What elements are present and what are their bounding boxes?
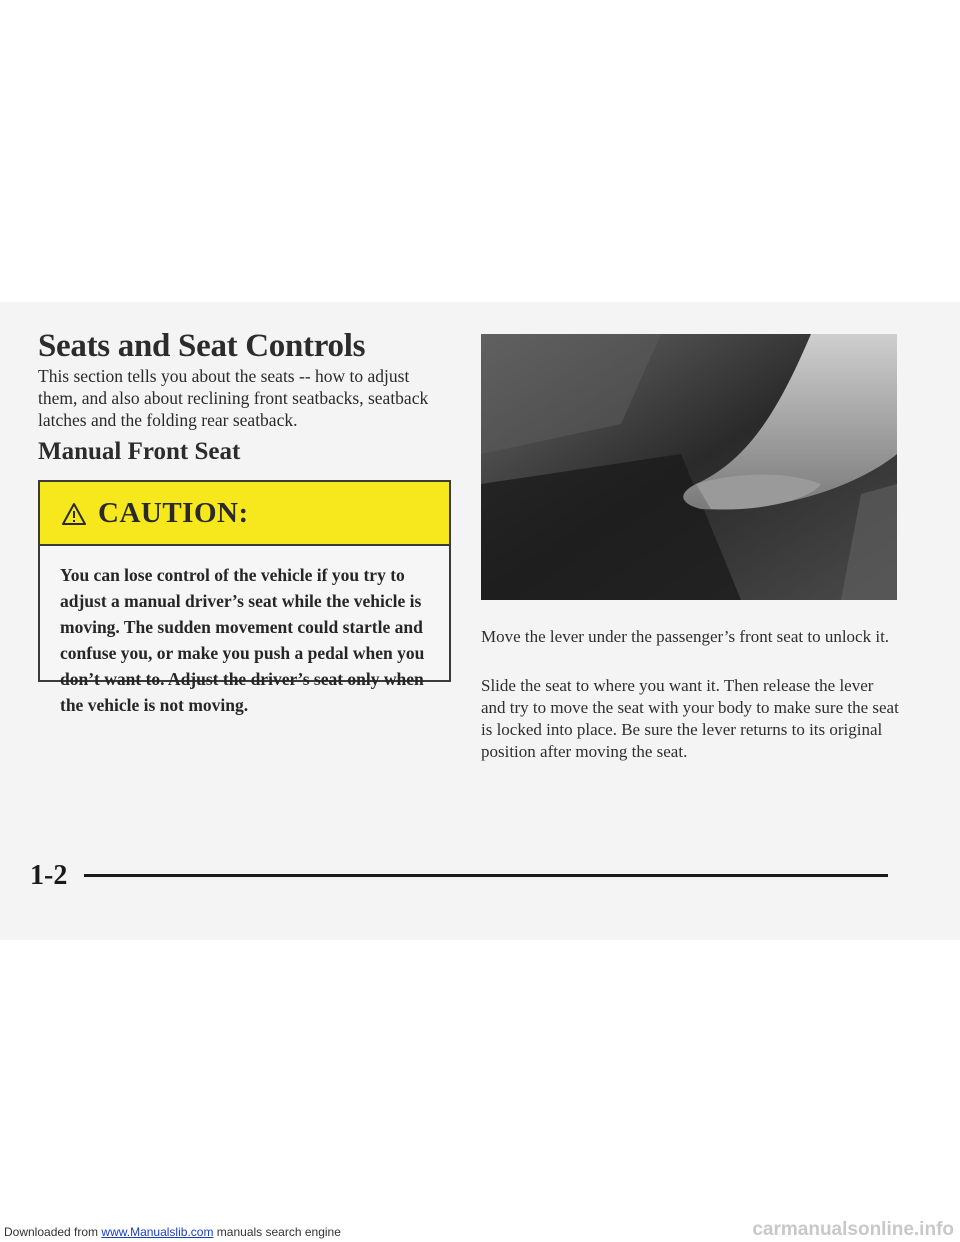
lever-unlock-paragraph: Move the lever under the passenger’s front seat to unlock it. bbox=[481, 627, 890, 646]
caution-header bbox=[40, 482, 449, 546]
seat-lever-photo bbox=[481, 334, 897, 600]
warning-triangle-icon bbox=[62, 502, 86, 526]
caution-box bbox=[38, 480, 451, 715]
footer-rule bbox=[84, 874, 888, 877]
slide-seat-paragraph: Slide the seat to where you want it. Then release the lever and try to move the seat with your body to make sure the seat is locked into place. Be sure the lever returns to its original position after moving the seat. bbox=[481, 676, 899, 761]
manualslib-link[interactable]: www.Manualslib.com bbox=[101, 1225, 214, 1239]
download-suffix: manuals search engine bbox=[216, 1225, 341, 1239]
intro-paragraph: This section tells you about the seats -- how to adjust them, and also about reclining front seatbacks, seatback latches and the folding rear seatback. bbox=[38, 366, 429, 430]
hand-on-lever-illustration bbox=[481, 334, 897, 600]
section-title: Seats and Seat Controls bbox=[38, 328, 366, 364]
page-number: 1-2 bbox=[30, 860, 68, 891]
subsection-title: Manual Front Seat bbox=[38, 438, 241, 465]
caution-text: You can lose control of the vehicle if you try to adjust a manual driver’s seat while the vehicle is moving. The sudden movement could startle and confuse you, or make you push a pedal when you don’t want to. Adjust the driver’s seat only when the vehicle is not moving. bbox=[60, 565, 425, 715]
watermark: carmanualsonline.info bbox=[752, 1219, 954, 1240]
download-footer bbox=[4, 1225, 341, 1239]
caution-label: CAUTION: bbox=[98, 497, 249, 529]
download-prefix: Downloaded from bbox=[4, 1225, 99, 1239]
